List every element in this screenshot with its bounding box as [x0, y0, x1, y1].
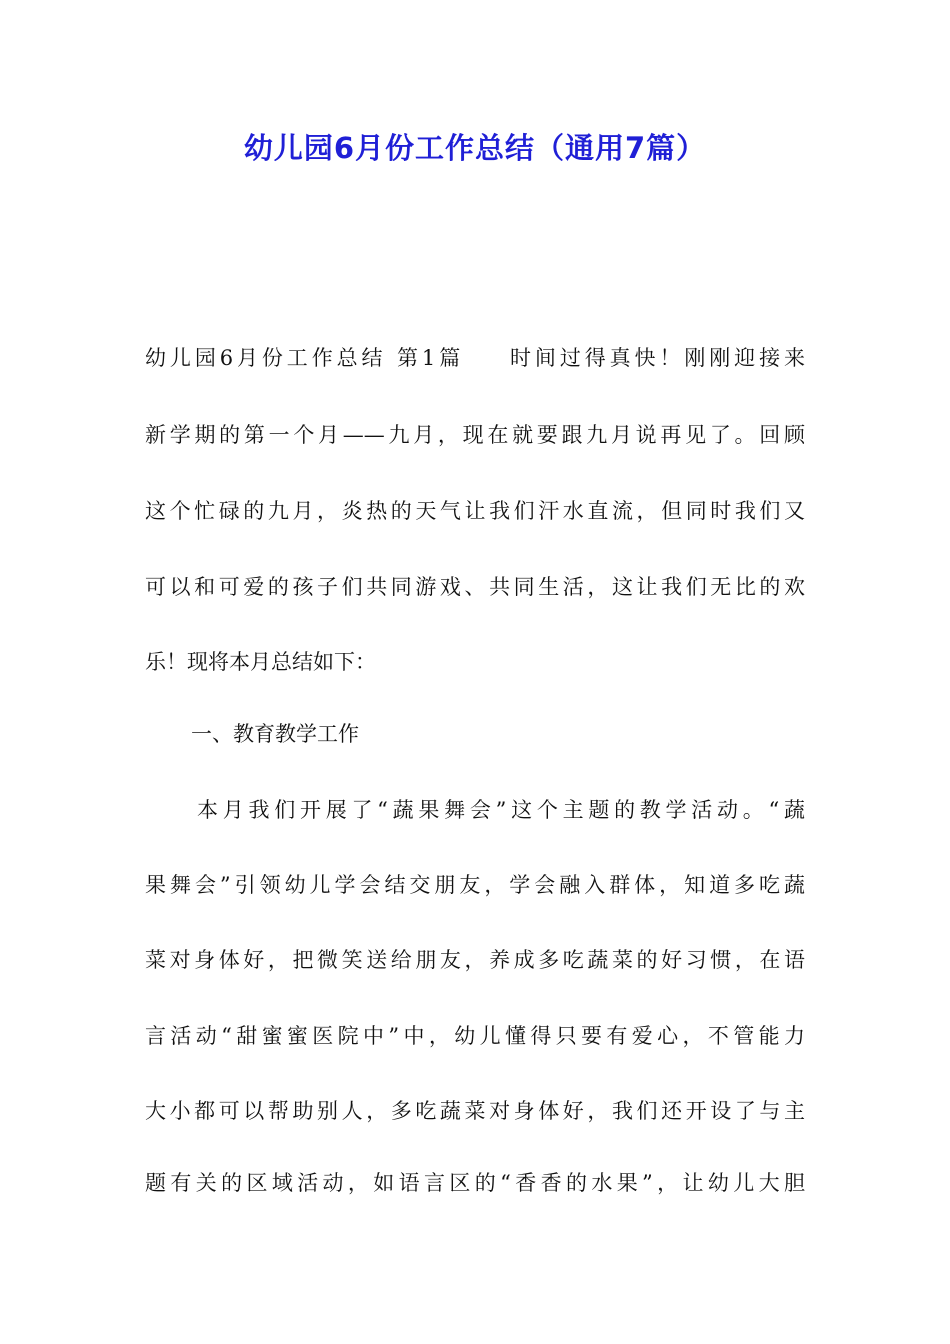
- paragraph-line-5: 乐！现将本月总结如下：: [145, 650, 376, 674]
- paragraph-line-12: 题有关的区域活动，如语言区的“香香的水果”，让幼儿大胆: [145, 1171, 805, 1195]
- paragraph-line-3: 这个忙碌的九月，炎热的天气让我们汗水直流，但同时我们又: [145, 499, 805, 523]
- paragraph-line-7: 本月我们开展了“蔬果舞会”这个主题的教学活动。“蔬: [197, 798, 805, 822]
- paragraph-line-10: 言活动“甜蜜蜜医院中”中，幼儿懂得只要有爱心，不管能力: [145, 1024, 805, 1048]
- paragraph-text: 时间过得真快！刚刚迎接来: [506, 346, 805, 370]
- paragraph-line-4: 可以和可爱的孩子们共同游戏、共同生活，这让我们无比的欢: [145, 575, 805, 599]
- section-label: 幼儿园6月份工作总结 第1篇: [145, 346, 465, 370]
- paragraph-line-1: [145, 343, 805, 373]
- document-title: 幼儿园6月份工作总结（通用7篇）: [243, 131, 707, 165]
- section-heading: 一、教育教学工作: [191, 722, 359, 746]
- paragraph-line-9: 菜对身体好，把微笑送给朋友，养成多吃蔬菜的好习惯，在语: [145, 948, 805, 972]
- paragraph-line-2: 新学期的第一个月——九月，现在就要跟九月说再见了。回顾: [145, 423, 805, 447]
- paragraph-line-11: 大小都可以帮助别人，多吃蔬菜对身体好，我们还开设了与主: [145, 1099, 805, 1123]
- paragraph-line-8: 果舞会”引领幼儿学会结交朋友，学会融入群体，知道多吃蔬: [145, 873, 805, 897]
